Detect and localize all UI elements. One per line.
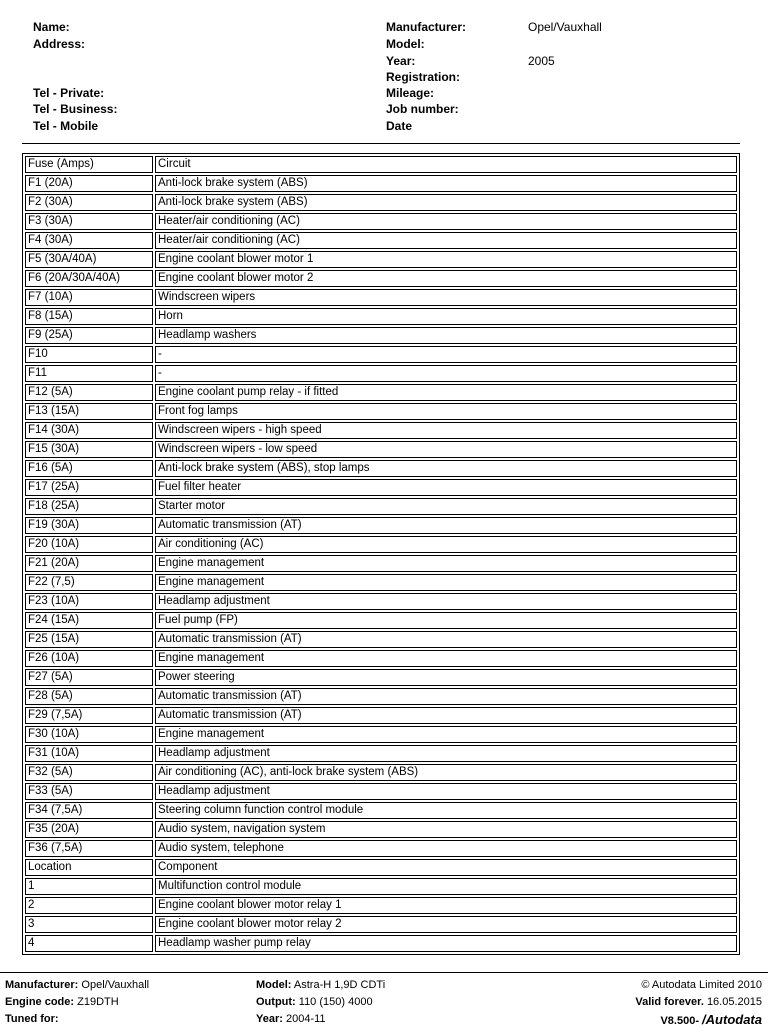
fuse-cell: 4: [25, 935, 153, 952]
fuse-cell: F24 (15A): [25, 612, 153, 629]
circuit-cell: Starter motor: [155, 498, 737, 515]
autodata-logo: /Autodata: [702, 1012, 762, 1027]
footer-year-label: Year:: [256, 1013, 283, 1025]
fuse-cell: F33 (5A): [25, 783, 153, 800]
circuit-cell: Anti-lock brake system (ABS), stop lamps: [155, 460, 737, 477]
fuse-cell: 2: [25, 897, 153, 914]
circuit-cell: Headlamp washers: [155, 327, 737, 344]
header-divider: [22, 143, 740, 144]
table-row: [25, 403, 737, 420]
table-row: [25, 935, 737, 952]
circuit-cell: -: [155, 365, 737, 382]
circuit-cell: Automatic transmission (AT): [155, 517, 737, 534]
footer-valid-date: 16.05.2015: [706, 996, 762, 1008]
circuit-cell: Audio system, telephone: [155, 840, 737, 857]
table-row: [25, 688, 737, 705]
circuit-cell: Power steering: [155, 669, 737, 686]
circuit-cell: Steering column function control module: [155, 802, 737, 819]
fuse-cell: F3 (30A): [25, 213, 153, 230]
fuse-cell: F5 (30A/40A): [25, 251, 153, 268]
table-row: [25, 840, 737, 857]
circuit-cell: Headlamp washer pump relay: [155, 935, 737, 952]
circuit-cell: Engine management: [155, 555, 737, 572]
circuit-cell: Engine coolant blower motor 1: [155, 251, 737, 268]
fuse-cell: F28 (5A): [25, 688, 153, 705]
circuit-cell: Windscreen wipers - low speed: [155, 441, 737, 458]
table-row: [25, 916, 737, 933]
fuse-cell: F14 (30A): [25, 422, 153, 439]
fuse-cell: Fuse (Amps): [25, 156, 153, 173]
table-row: [25, 194, 737, 211]
table-row: [25, 213, 737, 230]
fuse-cell: F16 (5A): [25, 460, 153, 477]
fuse-cell: F15 (30A): [25, 441, 153, 458]
fuse-cell: F31 (10A): [25, 745, 153, 762]
footer-tuned-for-label: Tuned for:: [5, 1013, 59, 1025]
table-row: [25, 802, 737, 819]
table-row: [25, 650, 737, 667]
fuse-cell: F19 (30A): [25, 517, 153, 534]
circuit-cell: Air conditioning (AC), anti-lock brake system (ABS): [155, 764, 737, 781]
circuit-cell: Headlamp adjustment: [155, 745, 737, 762]
table-row: [25, 707, 737, 724]
table-row: [25, 498, 737, 515]
tel-mobile-label: Tel - Mobile: [33, 119, 99, 133]
circuit-cell: Engine coolant blower motor 2: [155, 270, 737, 287]
circuit-cell: Air conditioning (AC): [155, 536, 737, 553]
circuit-cell: Automatic transmission (AT): [155, 688, 737, 705]
year-label: Year:: [386, 54, 416, 68]
table-row: [25, 308, 737, 325]
circuit-cell: Anti-lock brake system (ABS): [155, 194, 737, 211]
circuit-cell: Engine coolant blower motor relay 1: [155, 897, 737, 914]
footer-year-value: 2004-11: [285, 1013, 326, 1025]
circuit-cell: Anti-lock brake system (ABS): [155, 175, 737, 192]
table-row: [25, 232, 737, 249]
table-row: [25, 289, 737, 306]
table-row: [25, 764, 737, 781]
footer-model-label: Model:: [256, 979, 292, 991]
table-row: [25, 251, 737, 268]
footer-output-label: Output:: [256, 996, 296, 1008]
table-row: [25, 593, 737, 610]
fuse-cell: F30 (10A): [25, 726, 153, 743]
table-row: [25, 783, 737, 800]
footer-engine-code: [5, 996, 119, 1008]
table-row: [25, 669, 737, 686]
circuit-cell: Audio system, navigation system: [155, 821, 737, 838]
footer-output: [256, 996, 373, 1008]
fuse-cell: F23 (10A): [25, 593, 153, 610]
table-row: [25, 460, 737, 477]
footer-version-logo: [660, 1012, 762, 1027]
fuse-cell: F2 (30A): [25, 194, 153, 211]
footer-manufacturer: [5, 979, 149, 991]
table-row: [25, 327, 737, 344]
fuse-cell: F6 (20A/30A/40A): [25, 270, 153, 287]
fuse-cell: F13 (15A): [25, 403, 153, 420]
circuit-cell: Fuel pump (FP): [155, 612, 737, 629]
fuse-table: [22, 153, 740, 955]
circuit-cell: Circuit: [155, 156, 737, 173]
fuse-cell: F36 (7,5A): [25, 840, 153, 857]
fuse-cell: F20 (10A): [25, 536, 153, 553]
circuit-cell: Headlamp adjustment: [155, 783, 737, 800]
name-label: Name:: [33, 20, 70, 34]
fuse-cell: F8 (15A): [25, 308, 153, 325]
footer-engine-code-value: Z19DTH: [77, 996, 119, 1008]
fuse-cell: F32 (5A): [25, 764, 153, 781]
circuit-cell: Engine coolant pump relay - if fitted: [155, 384, 737, 401]
circuit-cell: Fuel filter heater: [155, 479, 737, 496]
circuit-cell: Windscreen wipers - high speed: [155, 422, 737, 439]
footer-tuned-for: [5, 1013, 59, 1025]
circuit-cell: Component: [155, 859, 737, 876]
footer-year: [256, 1013, 326, 1025]
table-row: [25, 878, 737, 895]
fuse-cell: F29 (7,5A): [25, 707, 153, 724]
circuit-cell: Horn: [155, 308, 737, 325]
fuse-cell: F1 (20A): [25, 175, 153, 192]
footer-copyright: © Autodata Limited 2010: [641, 979, 762, 991]
table-row: [25, 536, 737, 553]
circuit-cell: Heater/air conditioning (AC): [155, 213, 737, 230]
fuse-cell: 1: [25, 878, 153, 895]
table-row: [25, 555, 737, 572]
footer-output-value: 110 (150) 4000: [298, 996, 373, 1008]
circuit-cell: Automatic transmission (AT): [155, 631, 737, 648]
table-row: [25, 384, 737, 401]
table-row: [25, 612, 737, 629]
fuse-cell: F11: [25, 365, 153, 382]
fuse-cell: F7 (10A): [25, 289, 153, 306]
circuit-cell: Windscreen wipers: [155, 289, 737, 306]
fuse-cell: F34 (7,5A): [25, 802, 153, 819]
fuse-cell: F18 (25A): [25, 498, 153, 515]
footer-valid-label: Valid forever.: [635, 996, 704, 1008]
fuse-cell: F4 (30A): [25, 232, 153, 249]
footer-manufacturer-label: Manufacturer:: [5, 979, 79, 991]
fuse-cell: F22 (7,5): [25, 574, 153, 591]
fuse-cell: F9 (25A): [25, 327, 153, 344]
circuit-cell: Multifunction control module: [155, 878, 737, 895]
table-row: [25, 441, 737, 458]
year-value: 2005: [528, 54, 555, 68]
fuse-cell: F35 (20A): [25, 821, 153, 838]
circuit-cell: -: [155, 346, 737, 363]
circuit-cell: Engine management: [155, 574, 737, 591]
address-label: Address:: [33, 37, 86, 51]
circuit-cell: Front fog lamps: [155, 403, 737, 420]
circuit-cell: Engine coolant blower motor relay 2: [155, 916, 737, 933]
fuse-cell: F12 (5A): [25, 384, 153, 401]
fuse-cell: F27 (5A): [25, 669, 153, 686]
date-label: Date: [386, 119, 413, 133]
table-row: [25, 859, 737, 876]
mileage-label: Mileage:: [386, 86, 435, 100]
circuit-cell: Engine management: [155, 650, 737, 667]
circuit-cell: Headlamp adjustment: [155, 593, 737, 610]
registration-label: Registration:: [386, 70, 461, 84]
footer-engine-code-label: Engine code:: [5, 996, 75, 1008]
fuse-cell: F25 (15A): [25, 631, 153, 648]
table-row: [25, 270, 737, 287]
table-row: [25, 175, 737, 192]
table-row: [25, 346, 737, 363]
footer-validity: [635, 996, 762, 1008]
table-row: [25, 156, 737, 173]
fuse-cell: F17 (25A): [25, 479, 153, 496]
table-row: [25, 365, 737, 382]
table-row: [25, 897, 737, 914]
circuit-cell: Heater/air conditioning (AC): [155, 232, 737, 249]
table-row: [25, 745, 737, 762]
fuse-cell: F21 (20A): [25, 555, 153, 572]
circuit-cell: Automatic transmission (AT): [155, 707, 737, 724]
fuse-cell: Location: [25, 859, 153, 876]
table-row: [25, 517, 737, 534]
footer-model-value: Astra-H 1,9D CDTi: [293, 979, 386, 991]
footer-version: V8.500-: [660, 1015, 699, 1027]
job-number-label: Job number:: [386, 102, 459, 116]
table-row: [25, 574, 737, 591]
tel-private-label: Tel - Private:: [33, 86, 105, 100]
fuse-cell: 3: [25, 916, 153, 933]
table-row: [25, 821, 737, 838]
table-row: [25, 631, 737, 648]
footer-manufacturer-value: Opel/Vauxhall: [81, 979, 150, 991]
table-row: [25, 479, 737, 496]
manufacturer-value: Opel/Vauxhall: [528, 20, 602, 34]
model-label: Model:: [386, 37, 425, 51]
circuit-cell: Engine management: [155, 726, 737, 743]
table-row: [25, 422, 737, 439]
manufacturer-label: Manufacturer:: [386, 20, 467, 34]
fuse-cell: F26 (10A): [25, 650, 153, 667]
fuse-cell: F10: [25, 346, 153, 363]
tel-business-label: Tel - Business:: [33, 102, 118, 116]
table-row: [25, 726, 737, 743]
footer-model: [256, 979, 385, 991]
fuse-table-body: [25, 156, 737, 952]
